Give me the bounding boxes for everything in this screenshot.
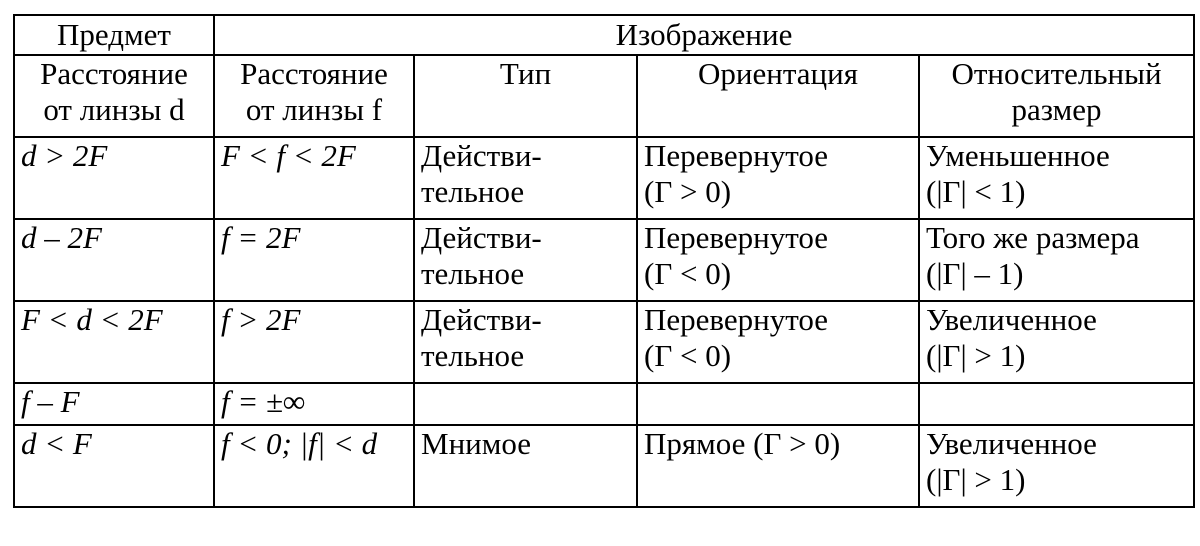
- cell-size-line2: (|Г| – 1): [926, 256, 1024, 291]
- cell-f: f < 0; |f| < d: [214, 425, 414, 507]
- cell-orientation-line1: Перевернутое: [644, 220, 828, 255]
- cell-orientation-line1: Перевернутое: [644, 302, 828, 337]
- cell-type-line2: тельное: [421, 256, 525, 291]
- subheader-distance-f: [214, 55, 414, 137]
- cell-type: [414, 383, 637, 425]
- cell-size: [919, 425, 1194, 507]
- cell-orientation-line2: (Г < 0): [644, 338, 732, 373]
- cell-f: F < f < 2F: [214, 137, 414, 219]
- cell-size: [919, 301, 1194, 383]
- cell-size-line2: (|Г| > 1): [926, 338, 1026, 373]
- subheader-size-line2: размер: [1011, 92, 1102, 127]
- subheader-size-line1: Относительный: [951, 56, 1162, 91]
- subheader-distance-d-line1: Расстояние: [40, 56, 188, 91]
- table-header-row: [14, 15, 1194, 55]
- cell-f: f = 2F: [214, 219, 414, 301]
- cell-type: [414, 137, 637, 219]
- header-object: Предмет: [14, 15, 214, 55]
- subheader-distance-f-line2: от линзы f: [245, 92, 383, 127]
- cell-orientation-line2: (Г < 0): [644, 256, 732, 291]
- cell-size: [919, 219, 1194, 301]
- cell-orientation-line1: Прямое (Г > 0): [644, 426, 841, 461]
- table-row: [14, 383, 1194, 425]
- subheader-size: [919, 55, 1194, 137]
- subheader-distance-f-line1: Расстояние: [240, 56, 388, 91]
- cell-type-line1: Действи-: [421, 220, 542, 255]
- cell-size-line1: Увеличенное: [926, 302, 1097, 337]
- cell-type-line1: Мнимое: [421, 426, 531, 461]
- cell-f: f > 2F: [214, 301, 414, 383]
- cell-type-line1: Действи-: [421, 138, 542, 173]
- cell-type: [414, 425, 637, 507]
- cell-size-line2: (|Г| < 1): [926, 174, 1026, 209]
- cell-orientation: [637, 137, 919, 219]
- subheader-distance-d: [14, 55, 214, 137]
- subheader-orientation: Ориентация: [637, 55, 919, 137]
- cell-d: d < F: [14, 425, 214, 507]
- subheader-distance-d-line2: от линзы d: [43, 92, 185, 127]
- cell-type-line2: тельное: [421, 174, 525, 209]
- cell-orientation: [637, 425, 919, 507]
- cell-d: F < d < 2F: [14, 301, 214, 383]
- header-image: Изображение: [214, 15, 1194, 55]
- cell-d: d > 2F: [14, 137, 214, 219]
- cell-orientation: [637, 219, 919, 301]
- cell-size: [919, 383, 1194, 425]
- lens-image-table: [13, 14, 1195, 508]
- cell-type-line2: тельное: [421, 338, 525, 373]
- table-row: [14, 425, 1194, 507]
- cell-orientation-line2: (Г > 0): [644, 174, 732, 209]
- cell-size: [919, 137, 1194, 219]
- cell-size-line1: Уменьшенное: [926, 138, 1110, 173]
- cell-size-line2: (|Г| > 1): [926, 462, 1026, 497]
- cell-d: f – F: [14, 383, 214, 425]
- cell-orientation: [637, 301, 919, 383]
- cell-size-line1: Того же размера: [926, 220, 1140, 255]
- cell-size-line1: Увеличенное: [926, 426, 1097, 461]
- cell-d: d – 2F: [14, 219, 214, 301]
- subheader-type: Тип: [414, 55, 637, 137]
- table-row: [14, 219, 1194, 301]
- cell-orientation: [637, 383, 919, 425]
- table-row: [14, 301, 1194, 383]
- cell-f: f = ±∞: [214, 383, 414, 425]
- cell-orientation-line1: Перевернутое: [644, 138, 828, 173]
- cell-type: [414, 301, 637, 383]
- cell-type-line1: Действи-: [421, 302, 542, 337]
- table-row: [14, 137, 1194, 219]
- table-subheader-row: [14, 55, 1194, 137]
- cell-type: [414, 219, 637, 301]
